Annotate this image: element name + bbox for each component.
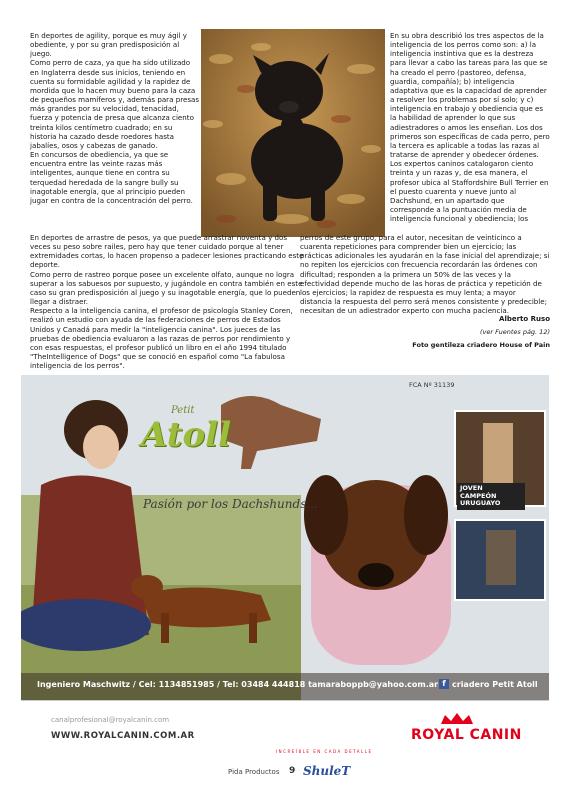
ad-slogan: Pasión por los Dachshunds... [143,497,318,511]
royal-canin-ad [21,700,549,757]
sponsor-brand: ROYAL CANIN [411,727,522,743]
champion-badge [457,483,525,510]
facebook-icon: f [439,679,449,689]
article-column-left-wide [30,233,305,370]
breeder-ad [21,375,549,700]
brand-petit: Petit [171,405,195,416]
paragraph: En deportes de agility, porque es muy ágil y obediente, y por su gran predisposición al juego. [30,31,188,59]
article-column-right-lower [300,233,550,315]
paragraph: perros de este grupo, para el autor, necesitan de veinticinco a cuarenta repeticiones para comprender bien un ejercicio; las prácticas adicionales les ayudarán en la fase inicial del aprendizaje; si no repiten los ejercicios con frecuencia recordarán las órdenes con dificultad; responden a la primera un 50% de las veces y la efectividad depende mucho de las horas de práctica y repetición de los ejercicios; la rapidez de respuesta es muy lenta; a mayor distancia la respuesta del perro será menos consistente y predecible; necesitan de un adiestrador experto con mucha paciencia. [300,233,550,316]
article-column-left [30,31,200,205]
facebook-label: criadero Petit Atoll [452,679,538,689]
paragraph: Como perro de caza, ya que ha sido utilizado en Inglaterra desde sus inicios, teniendo en cuenta su formidable agilidad y la rapidez de mordida que lo hacen muy bueno para la caza de pequeños mamíferos y, además para presas más grandes por su velocidad, tenacidad, fuerza y potencia de presa que alcanza ciento treinta kilos centímetro cuadrado; en su historia ha cazado desde roedores hasta jabalíes, osos y cabezas de ganado. [30,58,200,150]
dog-photo [201,29,385,237]
article-column-right [390,31,550,223]
paragraph: En concursos de obediencia, ya que se encuentra entre las veinte razas más inteligentes, aunque tiene en contra su terquedad heredada de la sangre bully su inagotable energía, que al principio pueden jugar en contra de la concentración del perro. [30,150,193,205]
footer-label: Pida Productos [228,768,280,776]
paragraph: En deportes de arrastre de pesos, ya que puede arrastrar noventa y dos veces su peso sobre railes, pero hay que tener cuidado porque al tener extremidades cortas, lo hacen propenso a padecer lesiones practicando este deporte. [30,233,304,270]
paragraph: Como perro de rastreo porque posee un excelente olfato, aunque no logra superar a los sabuesos por supuesto, y jugándole en contra también en este caso su gran predisposición al juego y su inagotable energía, que lo pueden llegar a distraer. [30,269,303,307]
badge-line: CAMPEÓN [460,491,497,500]
sponsor-tagline: INCREÍBLE EN CADA DETALLE [276,749,373,754]
badge-line: JOVEN [460,484,483,492]
paragraph: Respecto a la inteligencia canina, el profesor de psicología Stanley Coren, realizó un estudio con ayuda de las federaciones de perros de Estados Unidos y Canadá para medir la "inteligencia canina". Los jueces de las pruebas de obediencia evaluaron a las razas de perros por rendimiento y con esas respuestas, el profesor publicó un libro en el año 1994 titulado "TheIntelligence of Dogs" que se conoció en español como "La fabulosa inteligencia de los perros". [30,306,293,371]
sponsor-url[interactable]: WWW.ROYALCANIN.COM.AR [51,731,195,741]
brand-atoll: Atoll [141,415,231,455]
badge-line: URUGUAYO [460,499,501,507]
shulet-logo: ShuleT [303,764,351,778]
paragraph: En su obra describió los tres aspectos de la inteligencia de los perros como son: a) la inteligencia instintiva que es la destreza para llevar a cabo las tareas para las que se ha creado el perro (pastoreo, defensa, guardia, compañía); b) inteligencia adaptativa que es la capacidad de aprender a resolver los problemas por sí solo; y c) inteligencia en trabajo y obediencia que es la habilidad de aprender lo que sus adiestradores o amos les enseñan. Los dos primeros son específicas de cada perro, pero la tercera es aplicable a todas las razas al tratarse de aprender y obedecer órdenes. Los expertos caninos catalogaron ciento treinta y un razas y, de esa manera, el profesor ubica al Staffordshire Bull Terrier en el puesto cuarenta y nueve junto al Dachshund, en un apartado que corresponde a la puntuación media de inteligencia funcional y obediencia; los [390,31,550,224]
source-note: (ver Fuentes pág. 12) [479,328,550,336]
author-name: Alberto Ruso [499,315,550,323]
sponsor-email[interactable]: canalprofesional@royalcanin.com [51,716,170,724]
facebook-link[interactable] [439,679,538,689]
fca-number: FCA Nº 31139 [409,381,455,389]
page-footer [0,762,576,784]
page-number: 9 [289,766,296,776]
ad-contact: Ingeniero Maschwitz / Cel: 1134851985 / Tel: 03484 444818 tamaraboppb@yahoo.com.ar [37,680,439,689]
photo-credit: Foto gentileza criadero House of Pain [412,341,550,349]
